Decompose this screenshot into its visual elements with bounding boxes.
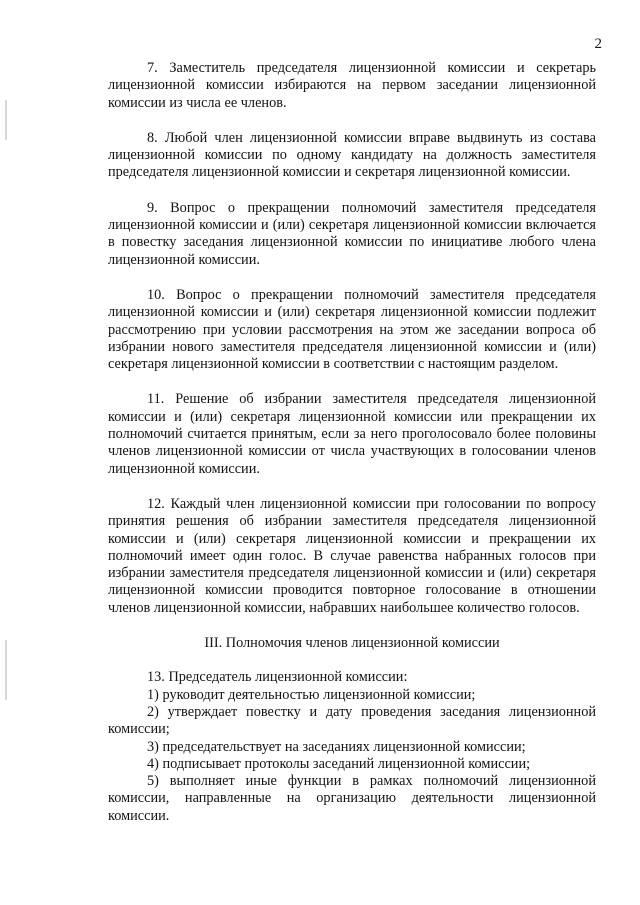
list-item: 1) руководит деятельностью лицензионной комиссии;	[147, 686, 476, 703]
scan-edge-mark	[5, 640, 7, 700]
paragraph-10: 10. Вопрос о прекращении полномочий заместителя председателя лицензионной комиссии и (или) секретаря лицензионной комиссии подлежит рассмотрению при условии рассмотрения на этом же заседании вопроса об избрании нового заместителя председателя лицензионной комиссии и (или) секретаря лицензионной комиссии в соответствии с настоящим разделом.	[108, 286, 596, 373]
list-item: 4) подписывает протоколы заседаний лицензионной комиссии;	[147, 755, 531, 772]
chairman-duties-list	[108, 669, 596, 825]
paragraph-7: 7. Заместитель председателя лицензионной комиссии и секретарь лицензионной комиссии избираются на первом заседании лицензионной комиссии из числа ее членов.	[108, 60, 596, 111]
list-heading: 13. Председатель лицензионной комиссии:	[147, 669, 408, 686]
paragraph-8: 8. Любой член лицензионной комиссии вправе выдвинуть из состава лицензионной комиссии по одному кандидату на должность заместителя председателя лицензионной комиссии и секретаря лицензионной комиссии.	[108, 129, 596, 181]
scan-edge-mark	[5, 100, 7, 140]
list-item: 5) выполняет иные функции в рамках полномочий лицензионной комиссии, направленные на организацию деятельности лицензионной комиссии.	[108, 773, 596, 824]
list-item: 3) председательствует на заседаниях лицензионной комиссии;	[147, 738, 526, 755]
document-body	[108, 60, 596, 825]
paragraph-9: 9. Вопрос о прекращении полномочий заместителя председателя лицензионной комиссии и (или) секретаря лицензионной комиссии включается в повестку заседания лицензионной комиссии по инициативе любого члена лицензионной комиссии.	[108, 199, 596, 268]
paragraph-12: 12. Каждый член лицензионной комиссии при голосовании по вопросу принятия решения об избрании заместителя председателя лицензионной комиссии и (или) секретаря лицензионной комиссии и прекращении их полномочий имеет один голос. В случае равенства набранных голосов при избрании заместителя председателя лицензионной комиссии и (или) секретаря лицензионной комиссии проводится повторное голосование в отношении членов лицензионной комиссии, набравших наибольшее количество голосов.	[108, 495, 596, 616]
list-item: 2) утверждает повестку и дату проведения заседания лицензионной комиссии;	[108, 703, 596, 738]
section-title: III. Полномочия членов лицензионной комиссии	[204, 635, 500, 652]
paragraph-11: 11. Решение об избрании заместителя председателя лицензионной комиссии и (или) секретаря лицензионной комиссии или прекращении их полномочий считается принятым, если за него проголосовало более половины членов лицензионной комиссии от числа участвующих в голосовании членов лицензионной комиссии.	[108, 391, 596, 477]
page-number: 2	[594, 36, 602, 52]
